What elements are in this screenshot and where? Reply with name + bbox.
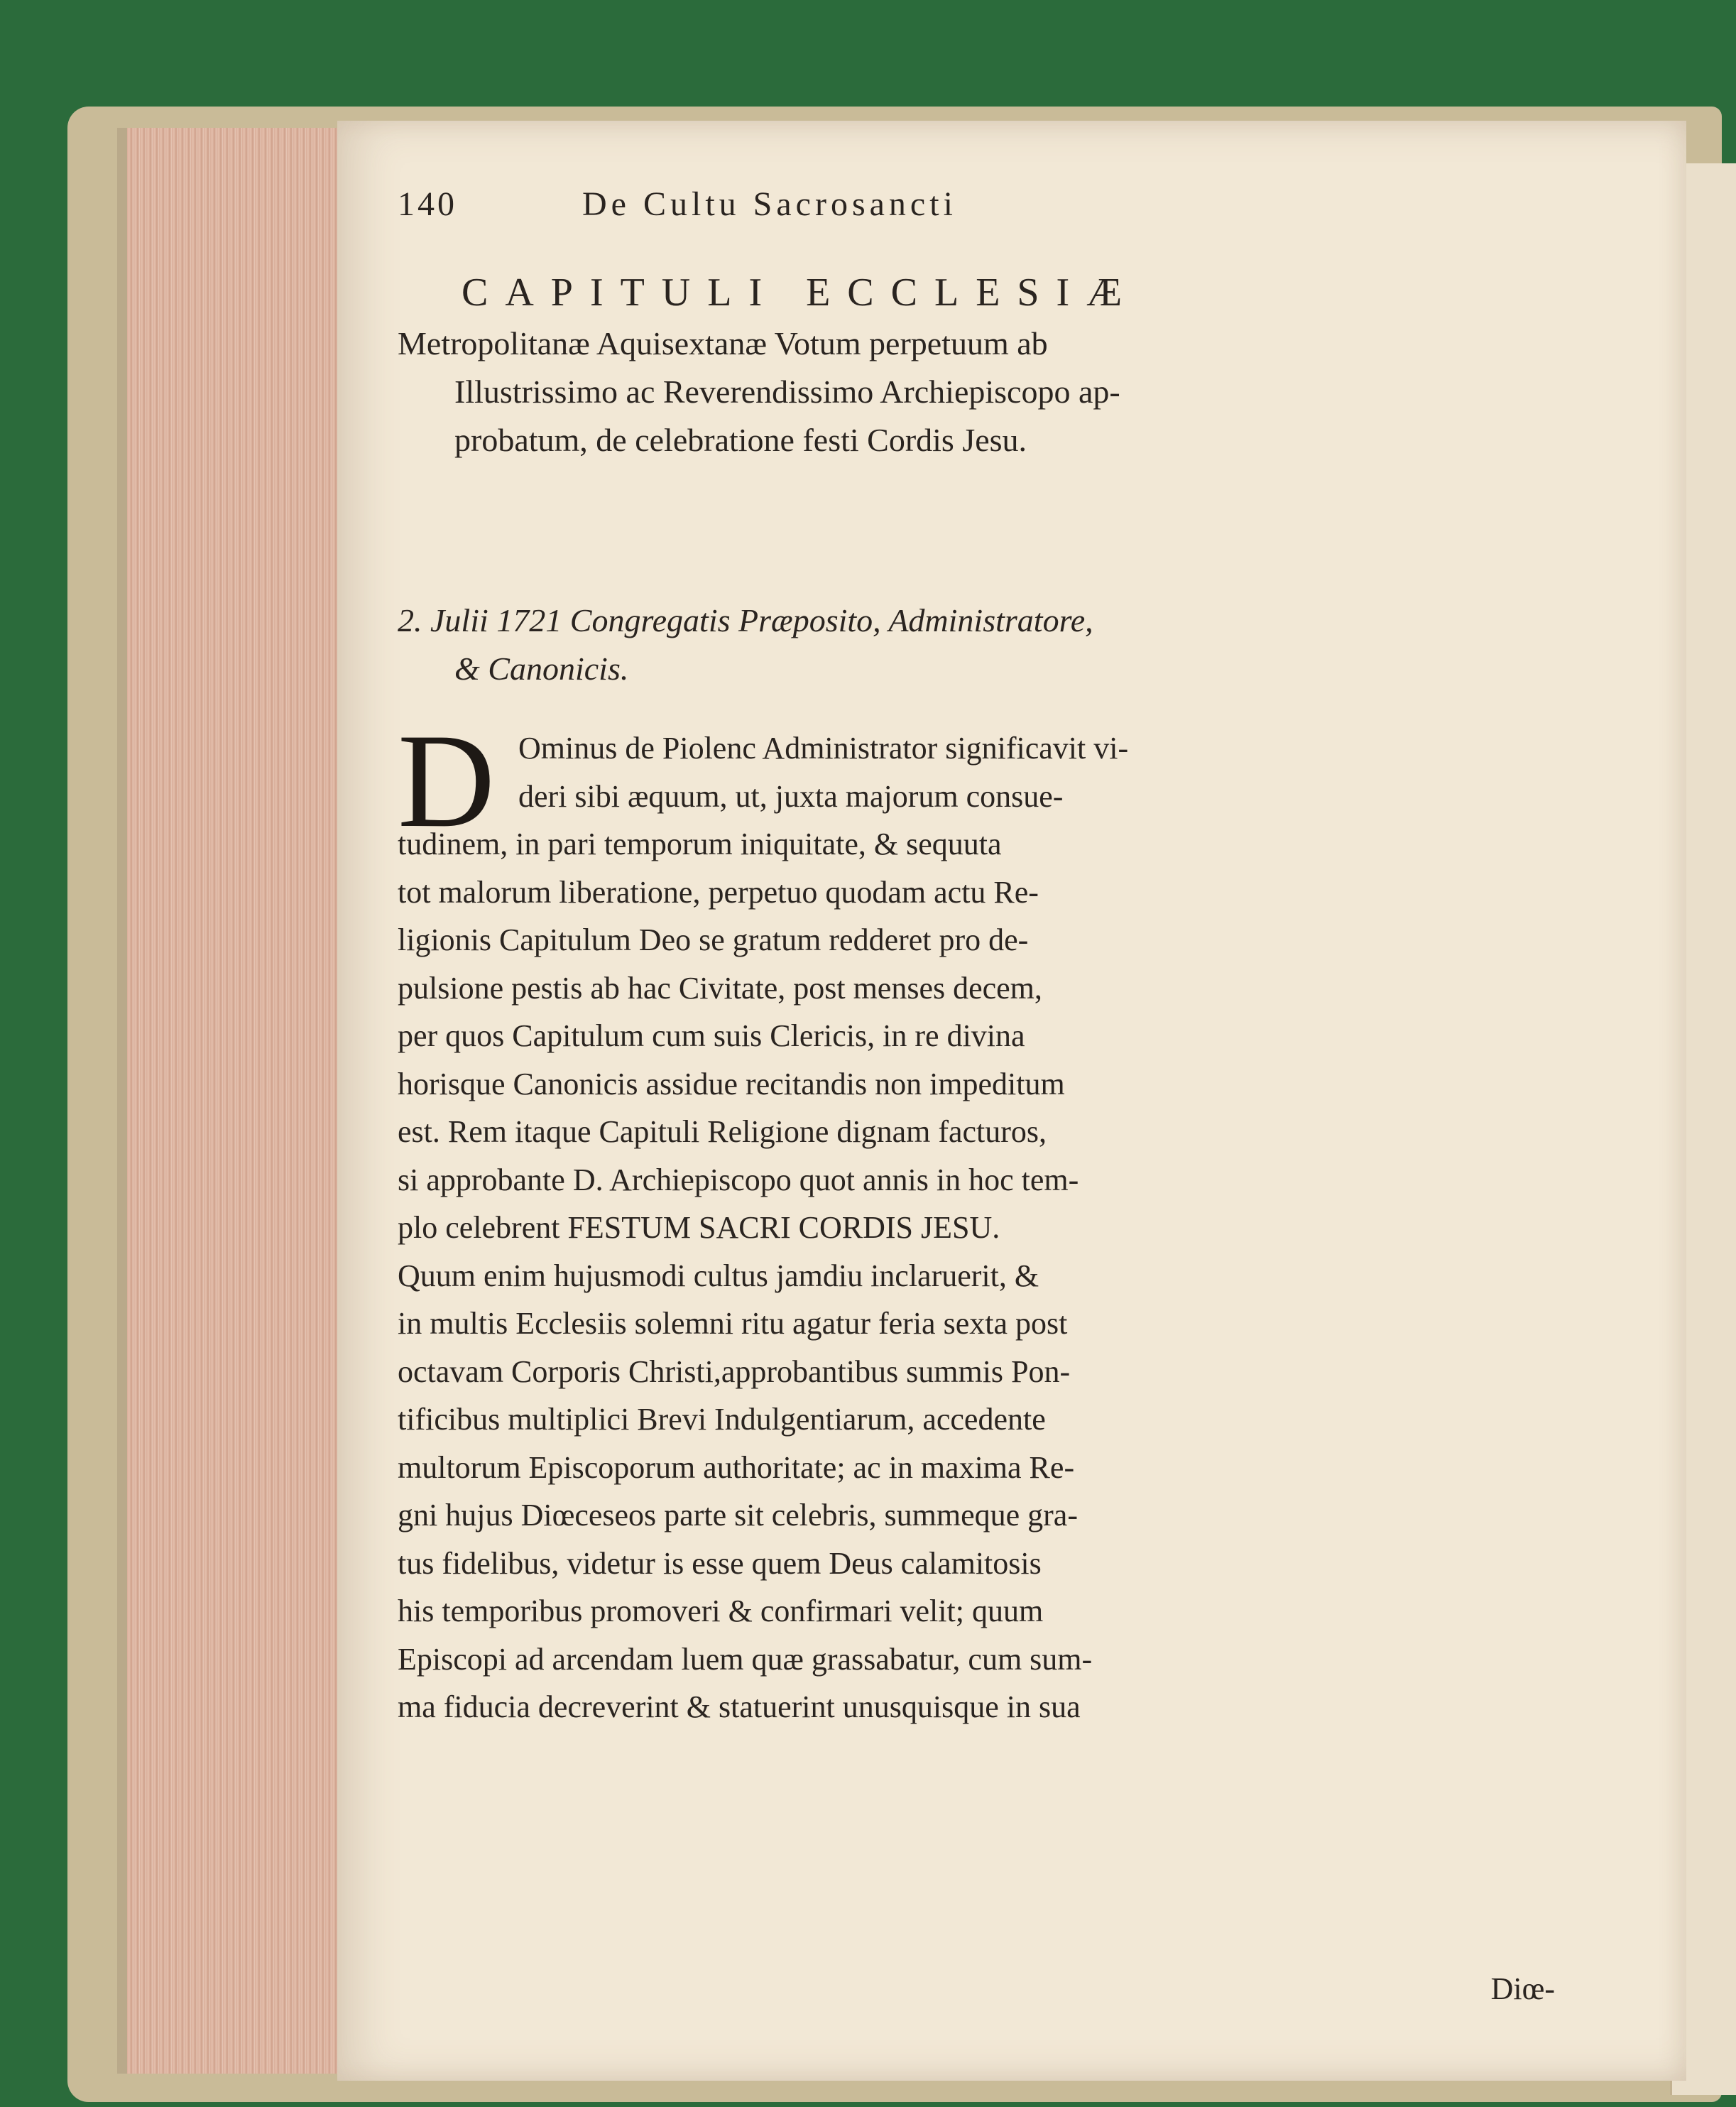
body-line: gni hujus Diœceseos parte sit celebris, summeque gra-	[398, 1498, 1078, 1532]
dateline-line: & Canonicis.	[454, 650, 629, 687]
body-line: his temporibus promoveri & confirmari velit; quum	[398, 1594, 1044, 1628]
section-heading: CAPITULI ECCLESIÆ	[462, 271, 1139, 315]
body-line: si approbante D. Archiepiscopo quot annis in hoc tem-	[398, 1162, 1079, 1197]
body-line: pulsione pestis ab hac Civitate, post menses decem,	[398, 970, 1042, 1006]
dateline-line: 2. Julii 1721 Congregatis Præposito, Administratore,	[398, 602, 1093, 638]
body-line: Episcopi ad arcendam luem quæ grassabatur, cum sum-	[398, 1641, 1093, 1677]
title-line: Illustrissimo ac Reverendissimo Archiepiscopo ap-	[454, 374, 1120, 410]
title-line: Metropolitanæ Aquisextanæ Votum perpetuum ab	[398, 325, 1048, 361]
catchword: Diœ-	[1490, 1971, 1555, 2006]
body-line: tot malorum liberatione, perpetuo quodam actu Re-	[398, 874, 1039, 910]
body-line: ma fiducia decreverint & statuerint unusquisque in sua	[398, 1689, 1081, 1724]
body-line: per quos Capitulum cum suis Clericis, in re divina	[398, 1018, 1025, 1053]
title-line: probatum, de celebratione festi Cordis Jesu.	[454, 422, 1027, 458]
running-title: De Cultu Sacrosancti	[582, 185, 957, 223]
running-head	[398, 185, 1555, 234]
body-line: in multis Ecclesiis solemni ritu agatur feria sexta post	[398, 1306, 1068, 1341]
page-number: 140	[398, 185, 457, 223]
body-line: ligionis Capitulum Deo se gratum redderet pro de-	[398, 922, 1029, 957]
body-line: octavam Corporis Christi,approbantibus summis Pon-	[398, 1354, 1071, 1389]
body-line: plo celebrent FESTUM SACRI CORDIS JESU.	[398, 1210, 1000, 1245]
body-line: tudinem, in pari temporum iniquitate, & sequuta	[398, 827, 1002, 861]
body-line: tificibus multiplici Brevi Indulgentiarum, accedente	[398, 1402, 1046, 1437]
drop-cap: D	[398, 707, 496, 856]
body-line: Quum enim hujusmodi cultus jamdiu inclaruerit, &	[398, 1258, 1039, 1293]
body-line: tus fidelibus, videtur is esse quem Deus calamitosis	[398, 1545, 1042, 1581]
body-line: multorum Episcoporum authoritate; ac in maxima Re-	[398, 1449, 1075, 1485]
body-line: horisque Canonicis assidue recitandis non impeditum	[398, 1066, 1065, 1101]
section-title	[398, 320, 1555, 464]
body-line: Ominus de Piolenc Administrator significavit vi-	[518, 731, 1129, 766]
body-text	[398, 707, 1555, 1731]
body-line: deri sibi æquum, ut, juxta majorum consue-	[518, 778, 1064, 814]
body-line: est. Rem itaque Capituli Religione dignam facturos,	[398, 1114, 1047, 1149]
dateline	[398, 597, 1093, 693]
